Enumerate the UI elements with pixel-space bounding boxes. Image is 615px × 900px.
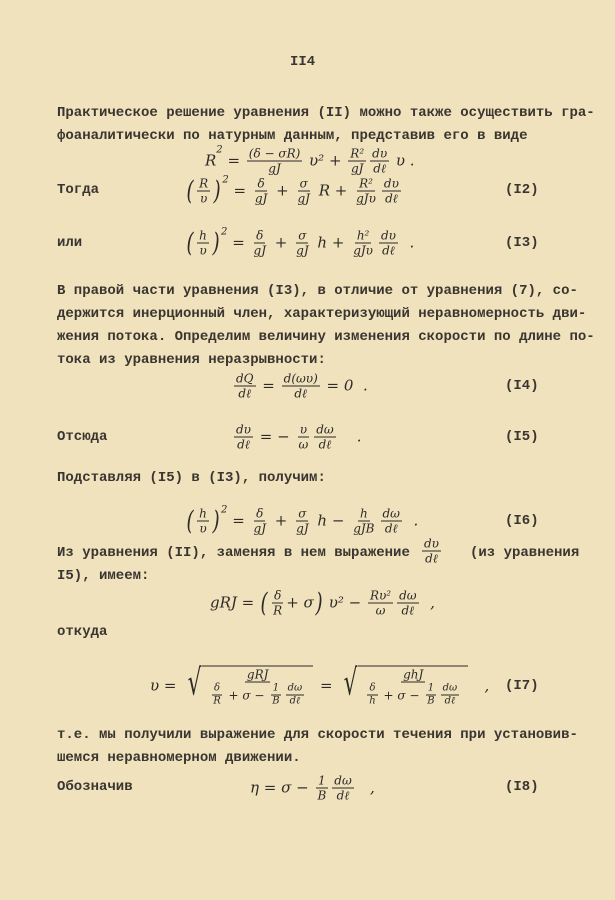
radical-sign: √: [187, 662, 202, 704]
formula-text: δ: [369, 682, 376, 694]
formula-text: υ² +: [304, 151, 347, 170]
square-root: [183, 662, 313, 707]
numerator: [296, 508, 308, 522]
formula-text: δ: [213, 682, 220, 694]
formula-text: h +: [312, 233, 350, 252]
denominator: [371, 162, 388, 175]
formula-text: =: [315, 676, 338, 695]
formula-text: + σ: [286, 593, 314, 612]
formula-17: [150, 662, 490, 707]
formula-text: dℓ: [336, 788, 350, 803]
fraction: [252, 508, 269, 535]
fraction: [397, 590, 418, 617]
formula-text: υ: [299, 422, 307, 437]
formula-text: ghJ: [403, 667, 424, 682]
paragraph-line: I5), имеем:: [57, 568, 150, 584]
formula-text: R: [213, 695, 221, 707]
numerator: [426, 684, 436, 696]
fraction: [382, 178, 401, 205]
left-paren: (: [260, 588, 268, 618]
numerator: [397, 590, 418, 604]
formula-text: dυ: [380, 228, 396, 243]
paragraph-line: шемся неравномерном движении.: [57, 750, 301, 766]
fraction: [197, 508, 209, 535]
fraction: [253, 178, 270, 205]
denominator: [294, 522, 311, 535]
formula-text: .: [337, 427, 362, 446]
left-paren: (: [186, 176, 194, 206]
formula-text: = 0 .: [321, 376, 368, 395]
numerator: [272, 590, 283, 604]
formula-text: δ: [256, 228, 264, 243]
fraction: [197, 178, 210, 205]
equation-number: (I2): [505, 182, 539, 198]
numerator: [234, 373, 256, 387]
formula-text: δ: [274, 588, 282, 603]
formula-text: +: [271, 181, 294, 200]
formula-text: dℓ: [382, 243, 395, 258]
numerator: [197, 178, 210, 192]
formula-text: gJ: [254, 191, 268, 206]
formula-text: =: [227, 511, 250, 530]
formula-text: σ: [298, 228, 307, 243]
numerator: [197, 230, 209, 244]
page-number: II4: [290, 54, 316, 70]
parenthesized: [185, 230, 221, 257]
superscript: 2: [222, 174, 229, 186]
denominator: [252, 522, 269, 535]
numerator: [370, 148, 389, 162]
paragraph-line: Подставляя (I5) в (I3), получим:: [57, 470, 326, 486]
formula-text: dω: [287, 682, 303, 694]
formula-text: gJ: [297, 191, 310, 206]
formula-text: dℓ: [318, 437, 332, 452]
formula-text: d(ωυ): [283, 371, 318, 386]
formula-text: +: [270, 233, 293, 252]
fraction: [441, 684, 460, 707]
fraction: [207, 669, 308, 707]
formula-text: = −: [254, 427, 295, 446]
numerator: [358, 508, 370, 522]
fraction: [381, 508, 402, 535]
formula-text: υ .: [391, 151, 415, 170]
paragraph-line: держится инерционный член, характеризующий неравномерность дви-: [57, 306, 587, 322]
formula-text: dω: [382, 506, 400, 521]
formula-text: h −: [312, 511, 350, 530]
fraction: [294, 508, 311, 535]
formula-text: +: [270, 511, 293, 530]
formula-text: dℓ: [238, 386, 252, 401]
formula-13: [185, 226, 415, 258]
formula-text: 1: [318, 773, 326, 788]
numerator: [367, 684, 377, 696]
fraction: [211, 684, 223, 707]
fraction: [368, 590, 393, 617]
numerator: [332, 775, 353, 789]
formula-text: h: [199, 506, 207, 521]
denominator: [317, 438, 334, 451]
formula-text: gJ: [296, 243, 309, 258]
numerator: [382, 178, 401, 192]
denominator: [197, 522, 208, 535]
formula-text: gJυ: [356, 191, 376, 206]
formula-text: ,: [420, 593, 435, 612]
paragraph-line: В правой части уравнения (I3), в отличие от уравнения (7), со-: [57, 283, 578, 299]
formula-text: dω: [442, 682, 458, 694]
formula-text: υ: [200, 191, 208, 206]
formula-text: + σ −: [224, 688, 269, 702]
numerator: [441, 684, 460, 696]
radical-sign: √: [343, 662, 358, 704]
denominator: [207, 683, 308, 707]
numerator: [401, 669, 425, 683]
formula-text: gRJ =: [210, 593, 260, 612]
numerator: [247, 148, 303, 162]
fraction: [354, 178, 378, 205]
formula-text: Rυ²: [369, 588, 392, 603]
fraction: [370, 148, 389, 175]
formula-text: B: [272, 695, 280, 707]
fraction: [315, 775, 328, 802]
denominator: [363, 683, 463, 707]
fraction: [425, 684, 436, 707]
formula-text: dυ: [383, 176, 399, 191]
formula-16: [185, 504, 419, 536]
formula-text: dℓ: [384, 521, 398, 536]
fraction: [286, 684, 305, 707]
parenthesized: [185, 508, 221, 535]
formula-text: B: [317, 788, 327, 803]
formula-text: h: [359, 506, 368, 521]
denominator: [367, 696, 377, 707]
formula-text: dυ: [424, 536, 439, 551]
formula-text: gJυ: [353, 243, 373, 258]
numerator: [245, 669, 271, 683]
formula-text: =: [227, 233, 250, 252]
numerator: [316, 775, 328, 789]
denominator: [253, 192, 270, 205]
paragraph-line: (из уравнения: [470, 545, 580, 561]
denominator: [380, 244, 397, 257]
numerator: [282, 373, 320, 387]
formula-text: (δ − σR): [248, 146, 301, 161]
fraction: [295, 178, 312, 205]
formula-text: dℓ: [373, 161, 386, 176]
fraction: [234, 424, 253, 451]
denominator: [351, 522, 376, 535]
formula-text: η = σ −: [250, 778, 314, 797]
right-paren: ): [213, 176, 221, 206]
formula-text: dυ: [372, 146, 388, 161]
equation-number: (I6): [505, 513, 539, 529]
formula-text: h: [199, 228, 207, 243]
formula-text: gJ: [253, 243, 267, 258]
fraction: [252, 230, 269, 257]
equation-number: (I5): [505, 429, 539, 445]
formula-text: R: [199, 176, 209, 191]
formula-text: dω: [399, 588, 417, 603]
parenthesized: [259, 590, 324, 617]
superscript: 2: [216, 144, 223, 156]
equation-number: (I4): [505, 378, 539, 394]
fraction: [351, 230, 375, 257]
inline-formula: [420, 538, 443, 565]
formula-text: υ² −: [323, 593, 366, 612]
fraction: [363, 669, 463, 707]
formula-text: δ: [256, 506, 264, 521]
formula-text: + σ −: [379, 688, 424, 702]
denominator: [292, 387, 309, 400]
formula-text: υ: [199, 243, 207, 258]
paragraph-line: фоаналитически по натурным данным, представив его в виде: [57, 128, 528, 144]
equation-number: (I8): [505, 779, 539, 795]
paragraph-line: тока из уравнения неразрывности:: [57, 352, 326, 368]
numerator: [286, 684, 305, 696]
fraction: [247, 148, 303, 175]
formula-text: gJ: [253, 521, 267, 536]
formula-text: dℓ: [444, 695, 456, 707]
fraction: [234, 373, 256, 400]
square-root: [339, 662, 468, 707]
formula-text: gRJ: [246, 667, 269, 682]
label-otkuda: откуда: [57, 624, 108, 640]
numerator: [381, 508, 402, 522]
superscript: 2: [221, 226, 228, 238]
right-paren: ): [315, 588, 323, 618]
formula-mid: [210, 590, 435, 617]
fraction: [271, 590, 284, 617]
radicand: [202, 666, 313, 707]
numerator: [379, 230, 398, 244]
formula-text: =: [222, 151, 245, 170]
formula-text: dℓ: [294, 386, 308, 401]
denominator: [198, 192, 209, 205]
formula-15: [232, 424, 362, 451]
radicand: [358, 666, 468, 707]
numerator: [254, 230, 265, 244]
paragraph-line: Практическое решение уравнения (II) можно также осуществить гра-: [57, 105, 595, 121]
formula-text: gJB: [353, 521, 375, 536]
formula-text: h²: [356, 228, 370, 243]
formula-14: [232, 373, 368, 400]
label-ili: или: [57, 235, 83, 251]
denominator: [374, 604, 388, 617]
numerator: [255, 178, 266, 192]
numerator: [296, 230, 308, 244]
numerator: [368, 590, 393, 604]
left-paren: (: [186, 506, 194, 536]
fraction: [282, 373, 320, 400]
fraction: [351, 508, 376, 535]
formula-text: ,: [355, 778, 375, 797]
denominator: [252, 244, 269, 257]
denominator: [211, 696, 223, 707]
numerator: [298, 178, 310, 192]
formula-text: ,: [470, 676, 490, 695]
numerator: [298, 424, 309, 438]
numerator: [422, 538, 441, 552]
label-togda: Тогда: [57, 182, 100, 198]
superscript: 2: [221, 504, 228, 516]
denominator: [266, 162, 283, 175]
right-paren: ): [212, 506, 220, 536]
formula-text: υ =: [150, 676, 182, 695]
formula-text: dℓ: [401, 603, 415, 618]
formula-text: dℓ: [385, 191, 398, 206]
fraction: [332, 775, 353, 802]
numerator: [355, 230, 372, 244]
denominator: [235, 438, 252, 451]
fraction: [294, 230, 311, 257]
formula-text: B: [427, 695, 435, 707]
left-paren: (: [186, 228, 194, 258]
formula-text: dQ: [236, 371, 254, 386]
numerator: [348, 148, 366, 162]
equation-number: (I7): [505, 678, 539, 694]
denominator: [271, 604, 284, 617]
formula-text: gJ: [350, 161, 364, 176]
formula-text: =: [228, 181, 251, 200]
formula-text: =: [257, 376, 280, 395]
formula-text: R²: [359, 176, 373, 191]
denominator: [400, 604, 417, 617]
denominator: [294, 244, 311, 257]
denominator: [383, 192, 400, 205]
right-paren: ): [212, 228, 220, 258]
numerator: [234, 424, 253, 438]
fraction: [314, 424, 335, 451]
formula-text: .: [403, 511, 419, 530]
denominator: [335, 789, 352, 802]
denominator: [270, 696, 281, 707]
formula-12: [185, 174, 403, 206]
label-otsyuda: Отсюда: [57, 429, 108, 445]
formula-text: dω: [334, 773, 352, 788]
paragraph-line: Из уравнения (II), заменяя в нем выражение: [57, 545, 410, 561]
numerator: [254, 508, 265, 522]
formula-text: υ: [199, 521, 207, 536]
formula-text: gJ: [268, 161, 281, 176]
formula-text: .: [399, 233, 415, 252]
formula-text: ω: [298, 437, 309, 452]
numerator: [197, 508, 209, 522]
formula-text: R: [205, 151, 217, 170]
denominator: [296, 438, 310, 451]
fraction: [270, 684, 281, 707]
denominator: [236, 387, 253, 400]
denominator: [443, 696, 458, 707]
equation-number: (I3): [505, 235, 539, 251]
formula-text: R: [273, 603, 283, 618]
fraction: [296, 424, 310, 451]
formula-text: σ: [299, 176, 308, 191]
formula-text: δ: [257, 176, 265, 191]
formula-11: [205, 144, 415, 176]
fraction: [379, 230, 398, 257]
paragraph-line: жения потока. Определим величину изменения скорости по длине по-: [57, 329, 595, 345]
formula-text: dℓ: [425, 551, 438, 566]
numerator: [271, 684, 281, 696]
formula-text: dω: [316, 422, 334, 437]
numerator: [212, 684, 222, 696]
formula-text: ω: [375, 603, 386, 618]
label-oboznachiv: Обозначив: [57, 779, 133, 795]
paragraph-line: т.е. мы получили выражение для скорости течения при установив-: [57, 727, 578, 743]
denominator: [423, 552, 440, 565]
fraction: [422, 538, 441, 565]
formula-18: [250, 775, 375, 802]
denominator: [295, 192, 312, 205]
formula-text: h: [369, 695, 376, 707]
formula-text: dℓ: [237, 437, 250, 452]
denominator: [288, 696, 303, 707]
denominator: [354, 192, 378, 205]
formula-text: R²: [350, 146, 365, 161]
denominator: [425, 696, 436, 707]
formula-text: gJ: [296, 521, 309, 536]
denominator: [197, 244, 208, 257]
denominator: [315, 789, 328, 802]
denominator: [351, 244, 375, 257]
formula-text: σ: [298, 506, 307, 521]
parenthesized: [185, 178, 222, 205]
fraction: [348, 148, 366, 175]
denominator: [383, 522, 400, 535]
formula-text: 1: [272, 682, 280, 694]
denominator: [349, 162, 366, 175]
formula-text: dℓ: [289, 695, 301, 707]
formula-text: dυ: [236, 422, 251, 437]
numerator: [314, 424, 335, 438]
fraction: [367, 684, 377, 707]
fraction: [197, 230, 209, 257]
numerator: [357, 178, 375, 192]
formula-text: R +: [313, 181, 353, 200]
formula-text: 1: [427, 682, 435, 694]
